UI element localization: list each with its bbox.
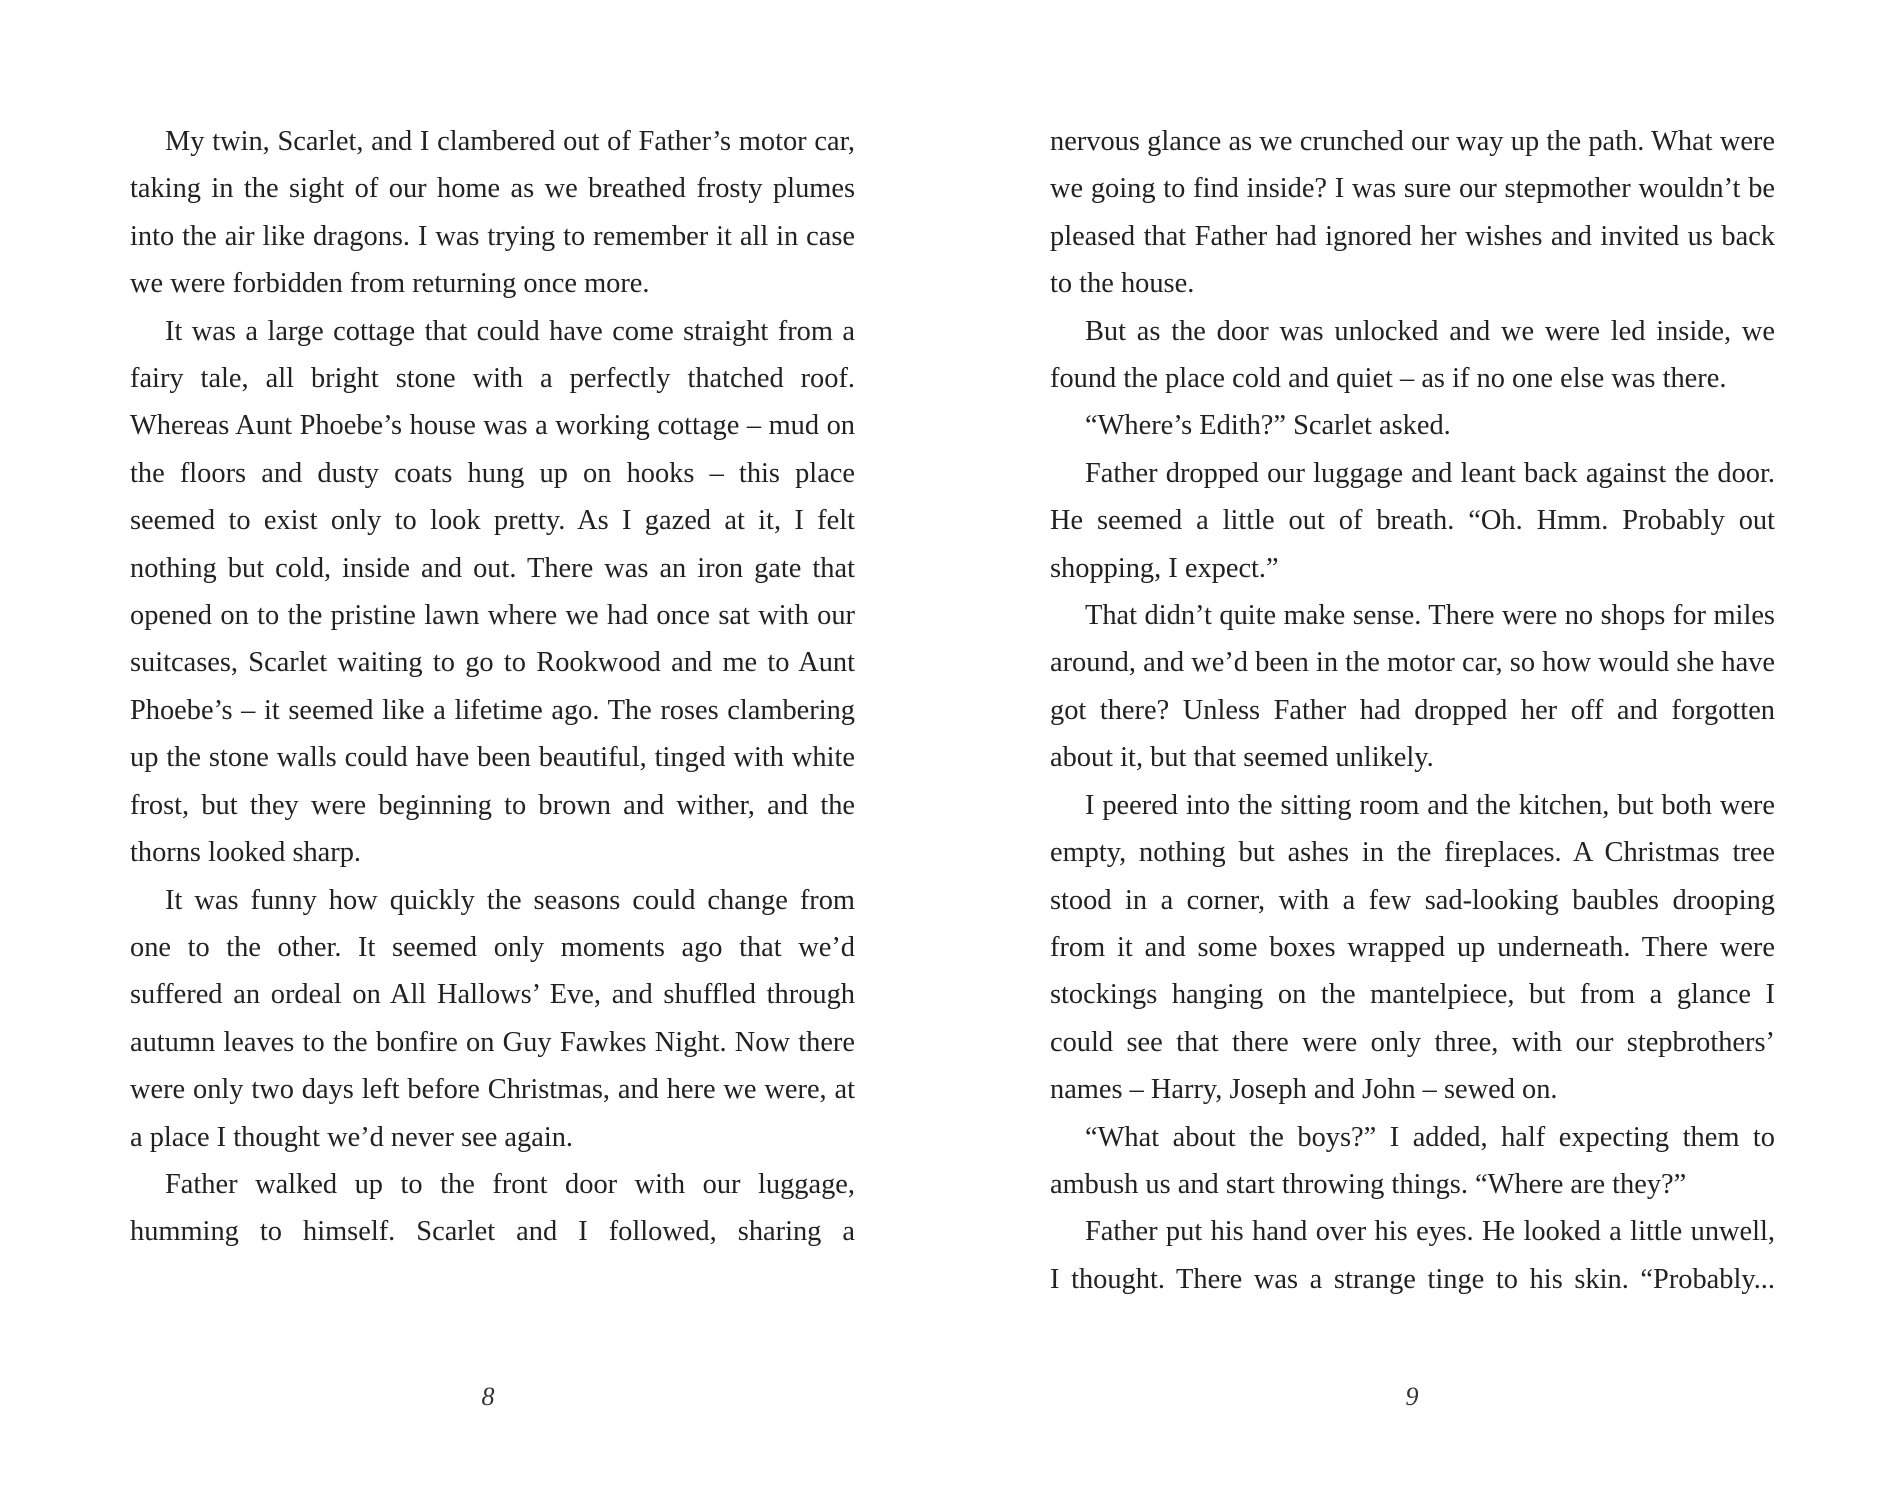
paragraph: nervous glance as we crunched our way up the path. What were we going to find inside? I was sure our stepmother wouldn’t be pleased that Father had ignored her wishes and invited us back to the house. <box>1050 126 1775 300</box>
paragraph: But as the door was unlocked and we were led inside, we found the place cold and quiet – as if no one else was there. <box>1050 315 1775 395</box>
paragraph: It was funny how quickly the seasons could change from one to the other. It seemed only moments ago that we’d suffered an ordeal on All Hallows’ Eve, and shuffled through autumn leaves to the bonfire on Guy Fawkes Night. Now there were only two days left before Christmas, and here we were, at a place I thought we’d never see again. <box>130 884 855 1153</box>
paragraph: That didn’t quite make sense. There were no shops for miles around, and we’d been in the motor car, so how would she have got there? Unless Father had dropped her off and forgotten about it, but that seemed unlikely. <box>1050 600 1775 774</box>
paragraph: My twin, Scarlet, and I clambered out of Father’s motor car, taking in the sight of our home as we breathed frosty plumes into the air like dragons. I was trying to remember it all in case we were forbidden from returning once more. <box>130 126 855 300</box>
page-number: 8 <box>481 1382 495 1411</box>
paragraph: I peered into the sitting room and the kitchen, but both were empty, nothing but ashes in the fireplaces. A Christmas tree stood in a corner, with a few sad-looking baubles drooping from it and some boxes wrapped up underneath. There were stockings hanging on the mantelpiece, but from a glance I could see that there were only three, with our stepbrothers’ names – Harry, Joseph and John – sewed on. <box>1050 789 1775 1106</box>
right-page <box>1050 118 1775 1303</box>
paragraph: Father dropped our luggage and leant back against the door. He seemed a little out of breath. “Oh. Hmm. Probably out shopping, I expect.” <box>1050 457 1775 584</box>
page-number: 9 <box>1405 1382 1419 1411</box>
paragraph: “Where’s Edith?” Scarlet asked. <box>1085 410 1451 442</box>
paragraph: Father walked up to the front door with our luggage, humming to himself. Scarlet and I followed, sharing a <box>130 1168 855 1248</box>
paragraph: It was a large cottage that could have come straight from a fairy tale, all bright stone with a perfectly thatched roof. Whereas Aunt Phoebe’s house was a working cottage – mud on the floors and dusty coats hung up on hooks – this place seemed to exist only to look pretty. As I gazed at it, I felt nothing but cold, inside and out. There was an iron gate that opened on to the pristine lawn where we had once sat with our suitcases, Scarlet waiting to go to Rookwood and me to Aunt Phoebe’s – it seemed like a lifetime ago. The roses clambering up the stone walls could have been beautiful, tinged with white frost, but they were beginning to brown and wither, and the thorns looked sharp. <box>130 315 855 869</box>
left-page <box>130 118 855 1256</box>
paragraph: “What about the boys?” I added, half expecting them to ambush us and start throwing things. “Where are they?” <box>1050 1121 1775 1200</box>
paragraph: Father put his hand over his eyes. He looked a little unwell, I thought. There was a strange tinge to his skin. “Probably... <box>1050 1216 1775 1295</box>
